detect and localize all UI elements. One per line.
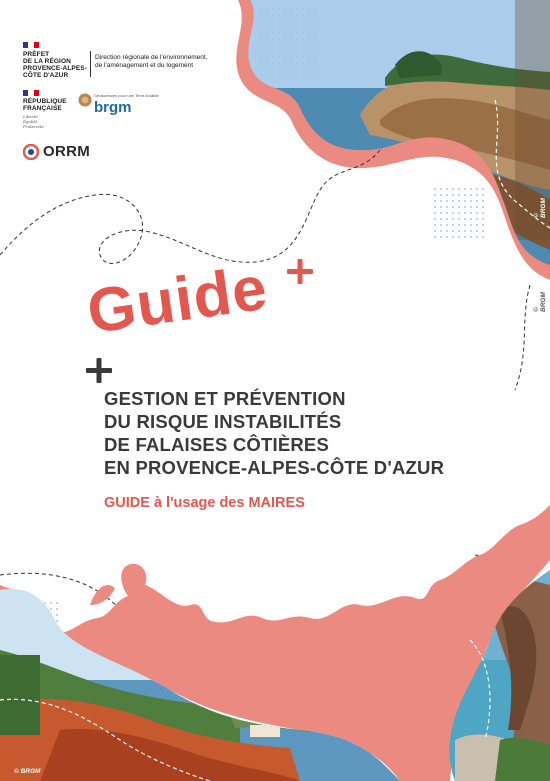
photo-credit-top: © BRGM: [533, 198, 547, 218]
orrm-target-icon: [23, 144, 39, 160]
plus-icon-left: [86, 358, 112, 383]
orrm-name: ORRM: [43, 143, 91, 160]
tricolor-flag-icon: [23, 42, 39, 48]
photo-credit-mid: © BRGM: [533, 292, 547, 312]
dot-pattern-top: [255, 5, 320, 80]
title-line-2: DU RISQUE INSTABILITÉS: [104, 411, 342, 432]
brgm-globe-icon: [78, 93, 92, 107]
photo-credit-bottom: © BRGM: [14, 768, 41, 775]
guide-heading: Guide: [83, 253, 272, 348]
logo-divider: [90, 51, 91, 77]
republique-label: RÉPUBLIQUE FRANÇAISE: [23, 98, 67, 112]
title-line-1: GESTION ET PRÉVENTION: [104, 388, 346, 409]
brgm-name: brgm: [94, 99, 132, 116]
subtitle: GUIDE à l'usage des MAIRES: [104, 495, 305, 511]
logo-brgm: [78, 93, 158, 123]
brgm-tagline: Géosciences pour une Terre durable: [94, 93, 159, 98]
dashed-line-top: [0, 150, 380, 263]
title-line-4: EN PROVENCE-ALPES-CÔTE D'AZUR: [104, 457, 445, 478]
dashed-line-right: [515, 285, 530, 390]
direction-label: Direction régionale de l'environnement, de l'aménagement et du logement: [95, 54, 208, 69]
tricolor-flag-icon: [23, 90, 39, 96]
plus-icon-top: [287, 259, 313, 284]
dot-pattern-right: [430, 185, 485, 240]
devise: Liberté Égalité Fraternité: [23, 114, 44, 129]
logo-republique: [23, 90, 83, 130]
prefet-label: PRÉFET DE LA RÉGION PROVENCE-ALPES- CÔTE D'AZUR: [23, 51, 87, 79]
title-line-3: DE FALAISES CÔTIÈRES: [104, 434, 330, 455]
coastline-detail: [90, 585, 115, 605]
